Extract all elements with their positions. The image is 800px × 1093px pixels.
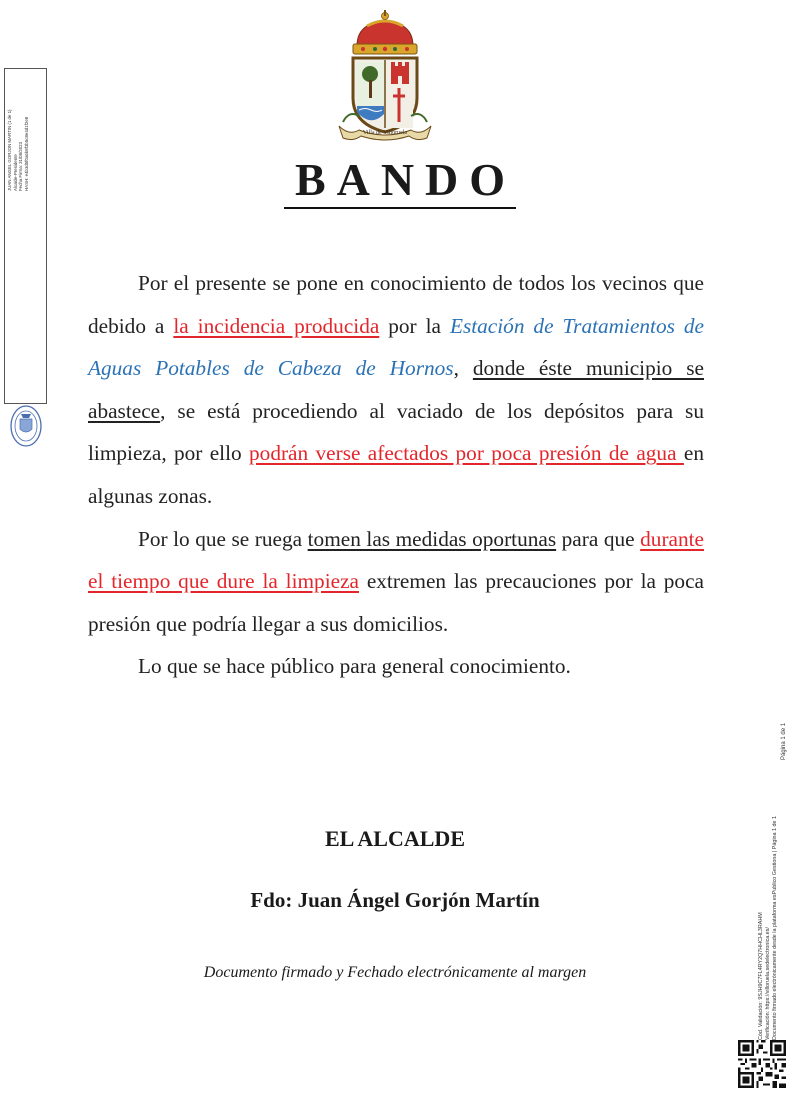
signer-name: Fdo: Juan Ángel Gorjón Martín: [250, 888, 540, 912]
p1-highlight-incidencia: la incidencia producida: [173, 313, 380, 338]
p2-underlined-medidas: tomen las medidas oportunas: [307, 526, 557, 551]
municipal-seal-icon: [9, 401, 43, 451]
verification-text: [758, 816, 780, 1040]
paragraph-1: [88, 262, 704, 518]
paragraph-2: [88, 518, 704, 646]
verification-line: Documento firmado electrónicamente desde la plataforma esPublico Gestiona | Página 1 de 1: [772, 815, 779, 1040]
p2-highlight-limpieza: durante el tiempo que dure la limpieza: [88, 526, 705, 594]
p1-text: , se está procediendo al vaciado de los depósitos para su limpieza, por ello: [88, 398, 704, 466]
p1-text: ,: [453, 356, 473, 381]
qr-code-icon: [738, 1040, 786, 1088]
stamp-line: HASH: e4b3d5f0a6b8f3b5c8e4d1f2e8: [23, 116, 29, 191]
p2-text: Por lo que se ruega: [138, 526, 308, 551]
stamp-line: JUAN ANGEL GORJON MARTIN (1 de 1): [7, 109, 12, 191]
p2-text: extremen las precauciones por la poca presión que podría llegar a sus domicilios.: [88, 569, 704, 636]
p1-underlined-abastece: donde éste municipio se abastece: [88, 356, 705, 423]
stamp-line: Alcalde-Presidente: [12, 154, 18, 191]
p1-text: Por el presente se pone en conocimiento de todos los vecinos que debido a: [88, 271, 704, 338]
signer-title: EL ALCALDE: [325, 826, 465, 851]
p2-text: para que: [556, 526, 641, 551]
paragraph-3: Lo que se hace público para general conocimiento.: [138, 654, 571, 679]
stamp-line: Fecha Firma: 31/08/2023: [18, 141, 24, 191]
crest-motto: Villa de Villoruela: [362, 130, 408, 136]
signature-stamp: [4, 68, 47, 404]
coat-of-arms-icon: [333, 10, 437, 142]
document-body: [88, 262, 704, 688]
verification-line: Cód. Validación: 9SJH9C7FL4RY2Q7HHCHL3RAHM: [758, 912, 764, 1040]
p1-highlight-presion: podrán verse afectados por poca presión de agua: [249, 441, 684, 466]
page-info: Página 1 de 1: [781, 722, 787, 760]
title-text: BANDO: [284, 155, 516, 209]
p1-estacion-name: Estación de Tratamientos de Aguas Potables de Cabeza de Hornos: [88, 313, 704, 381]
p1-text: por la: [379, 313, 450, 338]
document-title: [0, 155, 800, 209]
verification-line: Verificación: https://villoruela.sedelectronica.es/: [765, 927, 772, 1040]
footer-note: Documento firmado y Fechado electrónicamente al margen: [203, 964, 587, 981]
p1-text: en algunas zonas.: [88, 441, 704, 508]
